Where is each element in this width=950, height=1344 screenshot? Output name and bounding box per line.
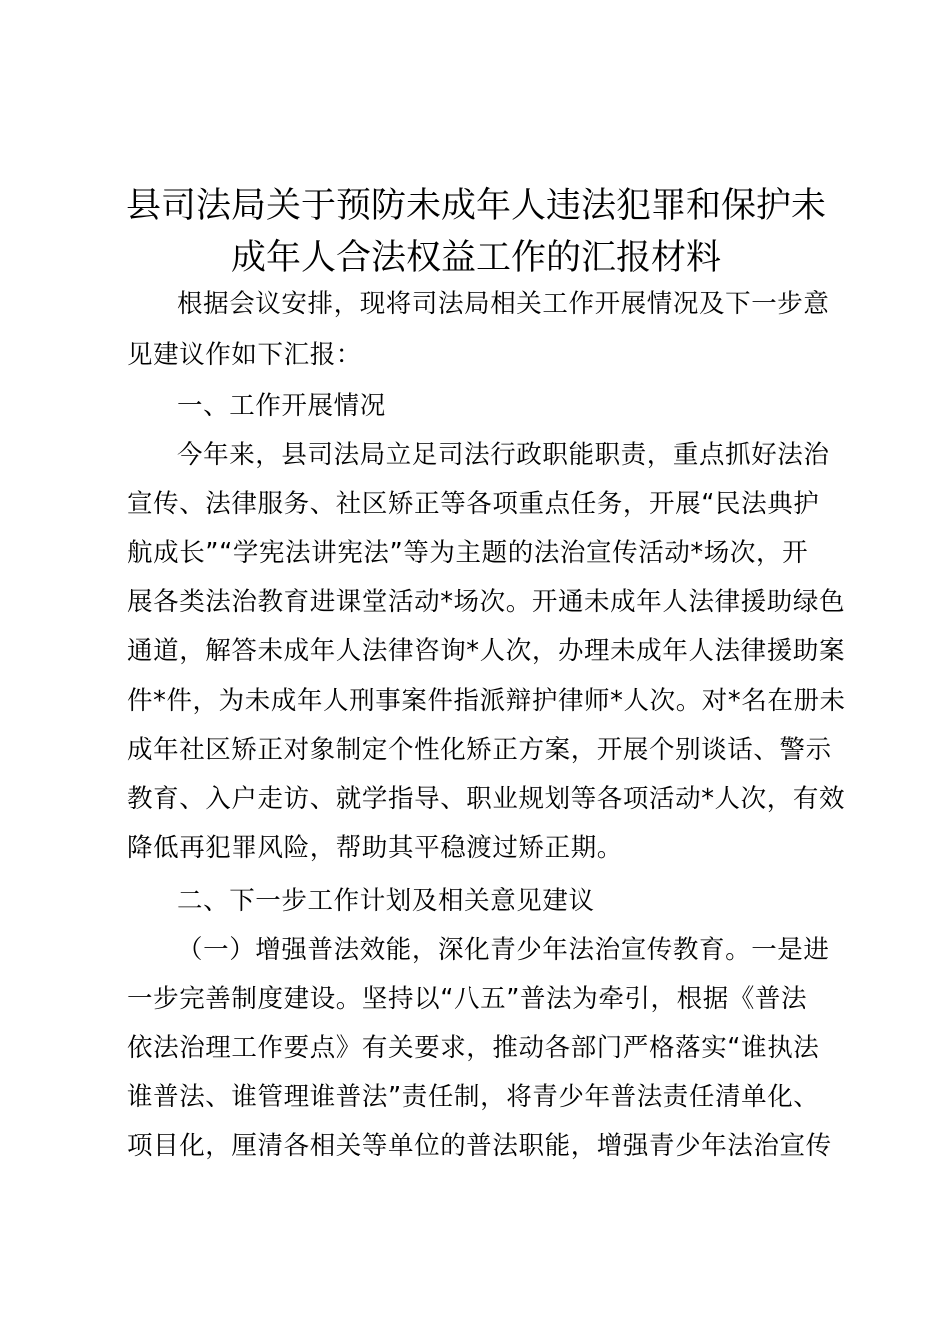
paragraph-work-line-3: 航成长”“学宪法讲宪法”等为主题的法治宣传活动*场次，开 (127, 538, 809, 568)
document-title-line-1: 县司法局关于预防未成年人违法犯罪和保护未 (125, 186, 826, 226)
paragraph-plan-line-1: （一）增强普法效能，深化青少年法治宣传教育。一是进 (177, 935, 830, 965)
paragraph-intro-line-1: 根据会议安排，现将司法局相关工作开展情况及下一步意 (177, 289, 830, 319)
paragraph-work-line-4: 展各类法治教育进课堂活动*场次。开通未成年人法律援助绿色 (127, 587, 846, 617)
paragraph-work-line-5: 通道，解答未成年人法律咨询*人次，办理未成年人法律援助案 (127, 636, 846, 666)
paragraph-work-line-1: 今年来，县司法局立足司法行政职能职责，重点抓好法治 (177, 440, 830, 470)
paragraph-plan-line-5: 项目化，厘清各相关等单位的普法职能，增强青少年法治宣传 (127, 1131, 832, 1161)
document-title-line-2: 成年人合法权益工作的汇报材料 (230, 238, 721, 278)
paragraph-work-line-6: 件*件，为未成年人刑事案件指派辩护律师*人次。对*名在册未 (127, 686, 846, 716)
section-heading-2: 二、下一步工作计划及相关意见建议 (177, 886, 595, 916)
paragraph-plan-line-3: 依法治理工作要点》有关要求，推动各部门严格落实“谁执法 (127, 1033, 820, 1063)
paragraph-plan-line-4: 谁普法、谁管理谁普法”责任制，将青少年普法责任清单化、 (127, 1082, 820, 1112)
paragraph-work-line-7: 成年社区矫正对象制定个性化矫正方案，开展个别谈话、警示 (127, 735, 832, 765)
paragraph-plan-line-2: 一步完善制度建设。坚持以“八五”普法为牵引，根据《普法 (127, 984, 808, 1014)
paragraph-work-line-9: 降低再犯罪风险，帮助其平稳渡过矫正期。 (127, 833, 623, 863)
paragraph-work-line-8: 教育、入户走访、就学指导、职业规划等各项活动*人次，有效 (127, 784, 846, 814)
paragraph-work-line-2: 宣传、法律服务、社区矫正等各项重点任务，开展“民法典护 (127, 489, 820, 519)
section-heading-1: 一、工作开展情况 (177, 391, 386, 421)
paragraph-intro-line-2: 见建议作如下汇报： (127, 340, 362, 370)
